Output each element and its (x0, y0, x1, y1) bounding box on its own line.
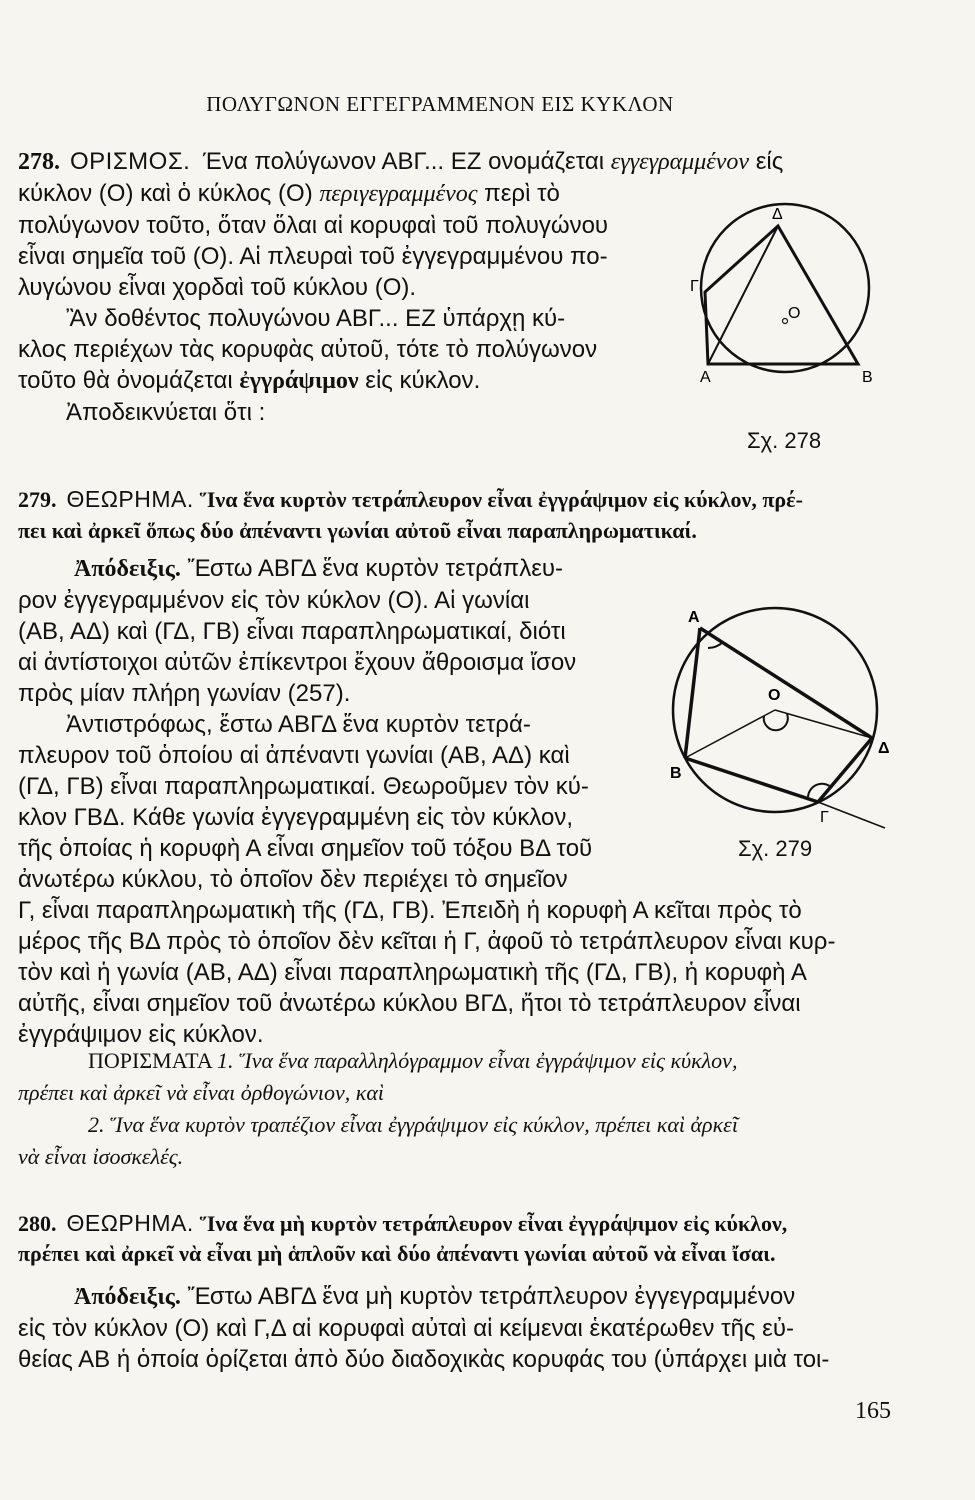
side-BG (685, 758, 818, 802)
page-number: 165 (855, 1398, 891, 1424)
section-keyword: ΘΕΩΡΗΜΑ. (66, 1210, 194, 1236)
radius-OD (775, 710, 872, 738)
figure-279 (660, 600, 895, 840)
label-G: Γ (690, 278, 699, 295)
section-number: 280. (18, 1211, 57, 1236)
angle-arc-O (764, 714, 788, 730)
figure-278 (690, 200, 890, 390)
diagonal (708, 226, 778, 364)
corollaries-label: ΠΟΡΙΣΜΑΤΑ (88, 1048, 212, 1073)
radius-OB (685, 710, 775, 758)
center-point (783, 319, 788, 324)
label-D: Δ (772, 206, 783, 223)
proof-label: Ἀπόδειξις. (74, 556, 181, 582)
side-AB (685, 628, 700, 758)
label-G: Γ (820, 809, 829, 826)
section-number: 278. (18, 149, 60, 175)
label-O: O (788, 305, 801, 322)
label-B: Β (862, 369, 873, 386)
figure-279-caption: Σχ. 279 (738, 836, 813, 861)
inscribed-polygon (705, 226, 858, 364)
section-278: 278. ΟΡΙΣΜΟΣ. Ένα πολύγωνον ΑΒΓ... ΕΖ ονομάζεται εγγεγραμμένον είς κύκλον (Ο) καὶ ὁ κύκλος (Ο) περιγεγραμμένος περὶ τὸ πολύγωνον τοῦτο, ὅταν ὅλαι αἱ κορυφαὶ τοῦ πολυγώνου εἶναι σημεῖα τοῦ (Ο). Αἱ πλευραὶ τοῦ ἐγγεγραμμένου πο- λυγώνου εἶναι χορδαὶ τοῦ κύκλου (Ο). Ἂν δοθέντος πολυγώνου ΑΒΓ... ΕΖ ὑπάρχῃ κύ- κλος περιέχων τὰς κορυφὰς αὐτοῦ, τότε τὸ πολύγωνον τοῦτο θὰ ὀνομάζεται ἐγγράψιμον εἰς κύκλον. Ἀποδεικνύεται ὅτι : (18, 148, 784, 426)
section-279-statement: 279. ΘΕΩΡΗΜΑ. Ἵνα ἕνα κυρτὸν τετράπλευρον εἶναι ἐγγράψιμον εἰς κύκλον, πρέ- πει καὶ ἀρκεῖ ὅπως δύο ἀπέναντι γωνίαι αὐτοῦ εἶναι παραπληρωματικαί. (18, 486, 803, 543)
circle (701, 204, 869, 372)
angle-arc-A (708, 642, 723, 648)
figure-278-caption: Σχ. 278 (747, 428, 822, 453)
section-280-proof: Ἀπόδειξις. Ἔστω ΑΒΓΔ ἕνα μὴ κυρτὸν τετράπλευρον ἐγγεγραμμένον εἰς τὸν κύκλον (Ο) καὶ Γ,Δ αἱ κορυφαὶ αὐταὶ αἱ κείμεναι ἑκατέρωθεν τῆς εὐ- θείας ΑΒ ἡ ὁποία ὁρίζεται ἀπὸ δύο διαδοχικὰς κορυφάς του (ὑπάρχει μιὰ τοι- (18, 1283, 830, 1373)
label-A: Α (700, 369, 711, 386)
label-O: Ο (768, 687, 781, 704)
label-D: Δ (878, 740, 890, 757)
section-280-statement: 280. ΘΕΩΡΗΜΑ. Ἵνα ἕνα μὴ κυρτὸν τετράπλευρον εἶναι ἐγγράψιμον εἰς κύκλον, πρέπει καὶ ἀρκεῖ νὰ εἶναι μὴ ἁπλοῦν καὶ δύο ἀπέναντι γωνίαι αὐτοῦ νὰ εἶναι ἴσαι. (18, 1210, 788, 1266)
section-keyword: ΟΡΙΣΜΟΣ. (70, 148, 191, 175)
corollaries: ΠΟΡΙΣΜΑΤΑ 1. Ἵνα ἕνα παραλληλόγραμμον εἶναι ἐγγράψιμον εἰς κύκλον, πρέπει καὶ ἀρκεῖ νὰ εἶναι ὀρθογώνιον, καὶ 2. Ἵνα ἕνα κυρτὸν τραπέζιον εἶναι ἐγγράψιμον εἰς κύκλον, πρέπει καὶ ἀρκεῖ νὰ εἶναι ἰσοσκελές. (18, 1048, 738, 1169)
side-GD (818, 738, 872, 802)
section-279-proof: Ἀπόδειξις. Ἔστω ΑΒΓΔ ἕνα κυρτὸν τετράπλευ- ρον ἐγγεγραμμένον εἰς τὸν κύκλον (Ο). Αἱ γωνίαι (ΑΒ, ΑΔ) καὶ (ΓΔ, ΓΒ) εἶναι παραπληρωματικαί, διότι αἱ ἀντίστοιχοι αὐτῶν ἐπίκεντροι ἔχουν ἄθροισμα ἴσον πρὸς μίαν πλήρη γωνίαν (257). Ἀντιστρόφως, ἔστω ΑΒΓΔ ἕνα κυρτὸν τετρά- πλευρον τοῦ ὁποίου αἱ ἀπέναντι γωνίαι (ΑΒ, ΑΔ) καὶ (ΓΔ, ΓΒ) εἶναι παραπληρωματικαί. Θεωροῦμεν τὸν κύ- κλον ΓΒΔ. Κάθε γωνία ἐγγεγραμμένη εἰς τὸν κύκλον, τῆς ὁποίας ἡ κορυφὴ Α εἶναι σημεῖον τοῦ τόξου ΒΔ τοῦ ἀνωτέρω κύκλου, τὸ ὁποῖον δὲν περιέχει τὸ σημεῖον Γ, εἶναι παραπληρωματικὴ τῆς (ΓΔ, ΓΒ). Ἐπειδὴ ἡ κορυφὴ Α κεῖται πρὸς τὸ μέρος τῆς ΒΔ πρὸς τὸ ὁποῖον δὲν κεῖται ἡ Γ, ἀφοῦ τὸ τετράπλευρον εἶναι κυρ- τὸν καὶ ἡ γωνία (ΑΒ, ΑΔ) εἶναι παραπληρωματικὴ τῆς (ΓΔ, ΓΒ), ἡ κορυφὴ Α αὐτῆς, εἶναι σημεῖον τοῦ ἀνωτέρω κύκλου ΒΓΔ, ἤτοι τὸ τετράπλευρον εἶναι ἐγγράψιμον εἰς κύκλον. (18, 555, 836, 1048)
proof-label: Ἀπόδειξις. (74, 1284, 181, 1310)
side-AD (700, 628, 872, 738)
label-A: Α (688, 609, 700, 626)
section-number: 279. (18, 487, 57, 512)
running-header: ΠΟΛΥΓΩΝΟΝ ΕΓΓΕΓΡΑΜΜΕΝΟΝ ΕΙΣ ΚΥΚΛΟΝ (206, 92, 674, 116)
section-keyword: ΘΕΩΡΗΜΑ. (66, 486, 194, 512)
label-B: Β (670, 765, 682, 782)
